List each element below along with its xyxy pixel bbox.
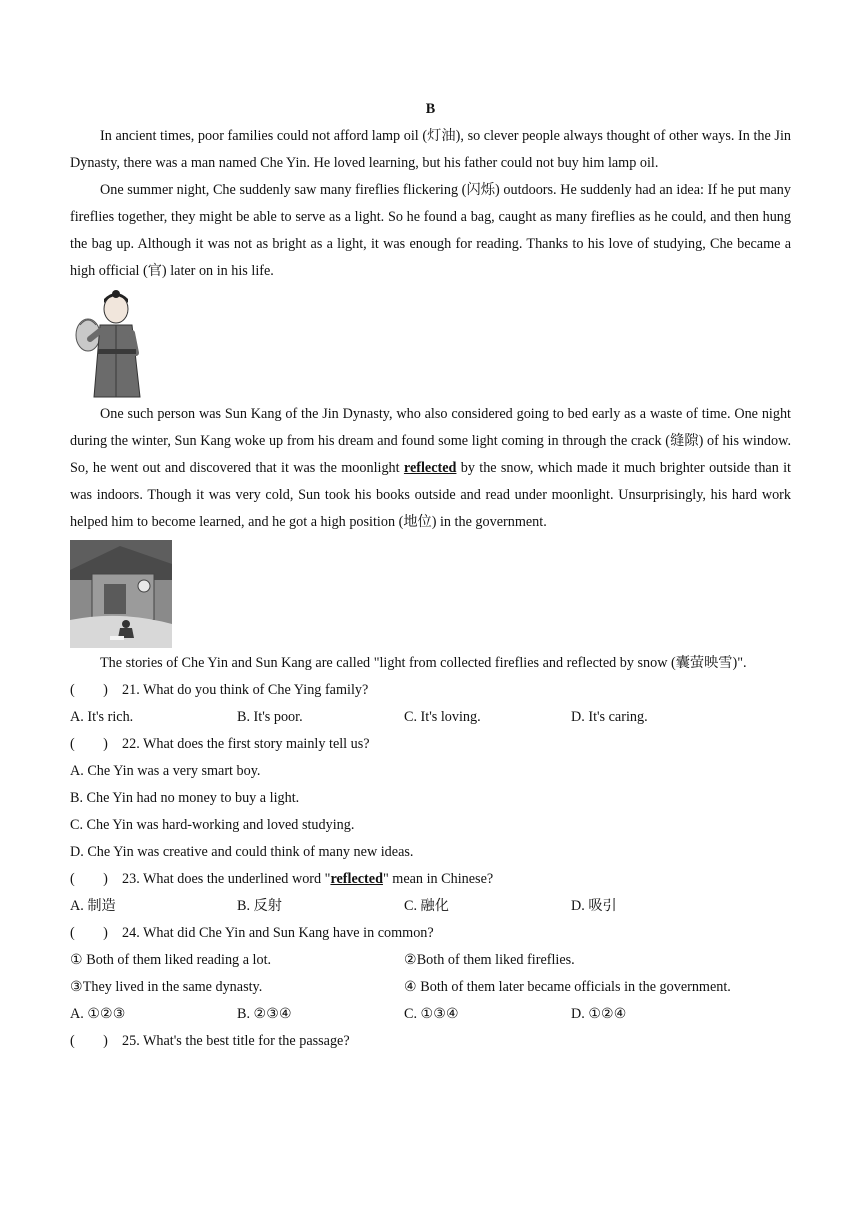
answer-blank[interactable]: ( ) [70, 736, 108, 752]
question-24-statements-row-1 [70, 947, 791, 974]
question-23-options [70, 893, 791, 920]
q22-option-d: D. Che Yin was creative and could think of many new ideas. [70, 844, 414, 860]
paragraph-3 [70, 401, 791, 536]
paragraph-1: In ancient times, poor families could not afford lamp oil (灯油), so clever people always thought of other ways. In the Jin Dynasty, there was a man named Che Yin. He loved learning, but his father could not buy him lamp oil. [70, 128, 791, 171]
sun-kang-illustration [70, 540, 172, 648]
q21-option-c: C. It's loving. [404, 709, 481, 725]
question-24-statements-row-2 [70, 974, 791, 1001]
q21-option-a: A. It's rich. [70, 709, 134, 725]
q21-option-d: D. It's caring. [571, 709, 648, 725]
q22-option-b: B. Che Yin had no money to buy a light. [70, 790, 300, 806]
paragraph-2: One summer night, Che suddenly saw many fireflies flickering (闪烁) outdoors. He suddenly had an idea: If he put many fireflies together, they might be able to serve as a light. So he found a bag, caught as many fireflies as he could, and then hung the bag up. Although it was not as bright as a light, it was enough for reading. Thanks to his love of studying, Che became a high official (官) later on in his life. [70, 182, 791, 279]
q24-option-d: D. ①②④ [571, 1006, 627, 1022]
question-24 [70, 920, 791, 947]
q24-option-c: C. ①③④ [404, 1006, 459, 1022]
q24-option-b: B. ②③④ [237, 1006, 292, 1022]
q23-option-a: A. 制造 [70, 898, 116, 914]
q24-statement-3: ③They lived in the same dynasty. [70, 979, 263, 995]
question-25 [70, 1028, 791, 1055]
q24-statement-2: ②Both of them liked fireflies. [404, 952, 575, 968]
document-page [70, 96, 791, 1055]
q22-option-a: A. Che Yin was a very smart boy. [70, 763, 261, 779]
q23-option-b: B. 反射 [237, 898, 282, 914]
answer-blank[interactable]: ( ) [70, 1033, 108, 1049]
che-yin-illustration [70, 289, 148, 401]
paragraph-4: The stories of Che Yin and Sun Kang are called "light from collected fireflies and reflected by snow (囊萤映雪)". [100, 655, 747, 671]
q21-option-b: B. It's poor. [237, 709, 303, 725]
q24-statement-1: ① Both of them liked reading a lot. [70, 952, 272, 968]
q24-option-a: A. ①②③ [70, 1006, 126, 1022]
answer-blank[interactable]: ( ) [70, 925, 108, 941]
question-24-options [70, 1001, 791, 1028]
question-24-stem: 24. What did Che Yin and Sun Kang have in common? [122, 925, 434, 941]
question-21 [70, 677, 791, 704]
question-22 [70, 731, 791, 758]
q23-option-c: C. 融化 [404, 898, 449, 914]
question-23-underlined-word: reflected [330, 871, 383, 887]
answer-blank[interactable]: ( ) [70, 682, 108, 698]
question-25-stem: 25. What's the best title for the passage? [122, 1033, 350, 1049]
paragraph-3-end: by the snow, which made it much brighter outside than it was indoors. Though it was very cold, Sun took his books outside and read under moonlight. Unsurprisingly, his hard work helped him to become learned, and he got a high position (地位) in the government. [70, 460, 792, 530]
q24-statement-4: ④ Both of them later became officials in the government. [404, 979, 731, 995]
question-21-stem: 21. What do you think of Che Ying family? [122, 682, 369, 698]
question-23 [70, 866, 791, 893]
underlined-word: reflected [403, 460, 457, 476]
question-23-stem-start: 23. What does the underlined word " [122, 871, 331, 887]
question-22-stem: 22. What does the first story mainly tell us? [122, 736, 370, 752]
q22-option-c: C. Che Yin was hard-working and loved studying. [70, 817, 355, 833]
answer-blank[interactable]: ( ) [70, 871, 108, 887]
q23-option-d: D. 吸引 [571, 898, 617, 914]
question-21-options [70, 704, 791, 731]
section-label: B [425, 101, 436, 117]
paragraph-3-start: One such person was Sun Kang of the Jin Dynasty, who also considered going to bed early as a waste of time. One night during the winter, Sun Kang woke up from his dream and found some light coming in through the crack (缝隙) of his window. So, he went out and discovered that it was the moonlight [70, 406, 791, 476]
question-23-stem-end: " mean in Chinese? [382, 871, 494, 887]
